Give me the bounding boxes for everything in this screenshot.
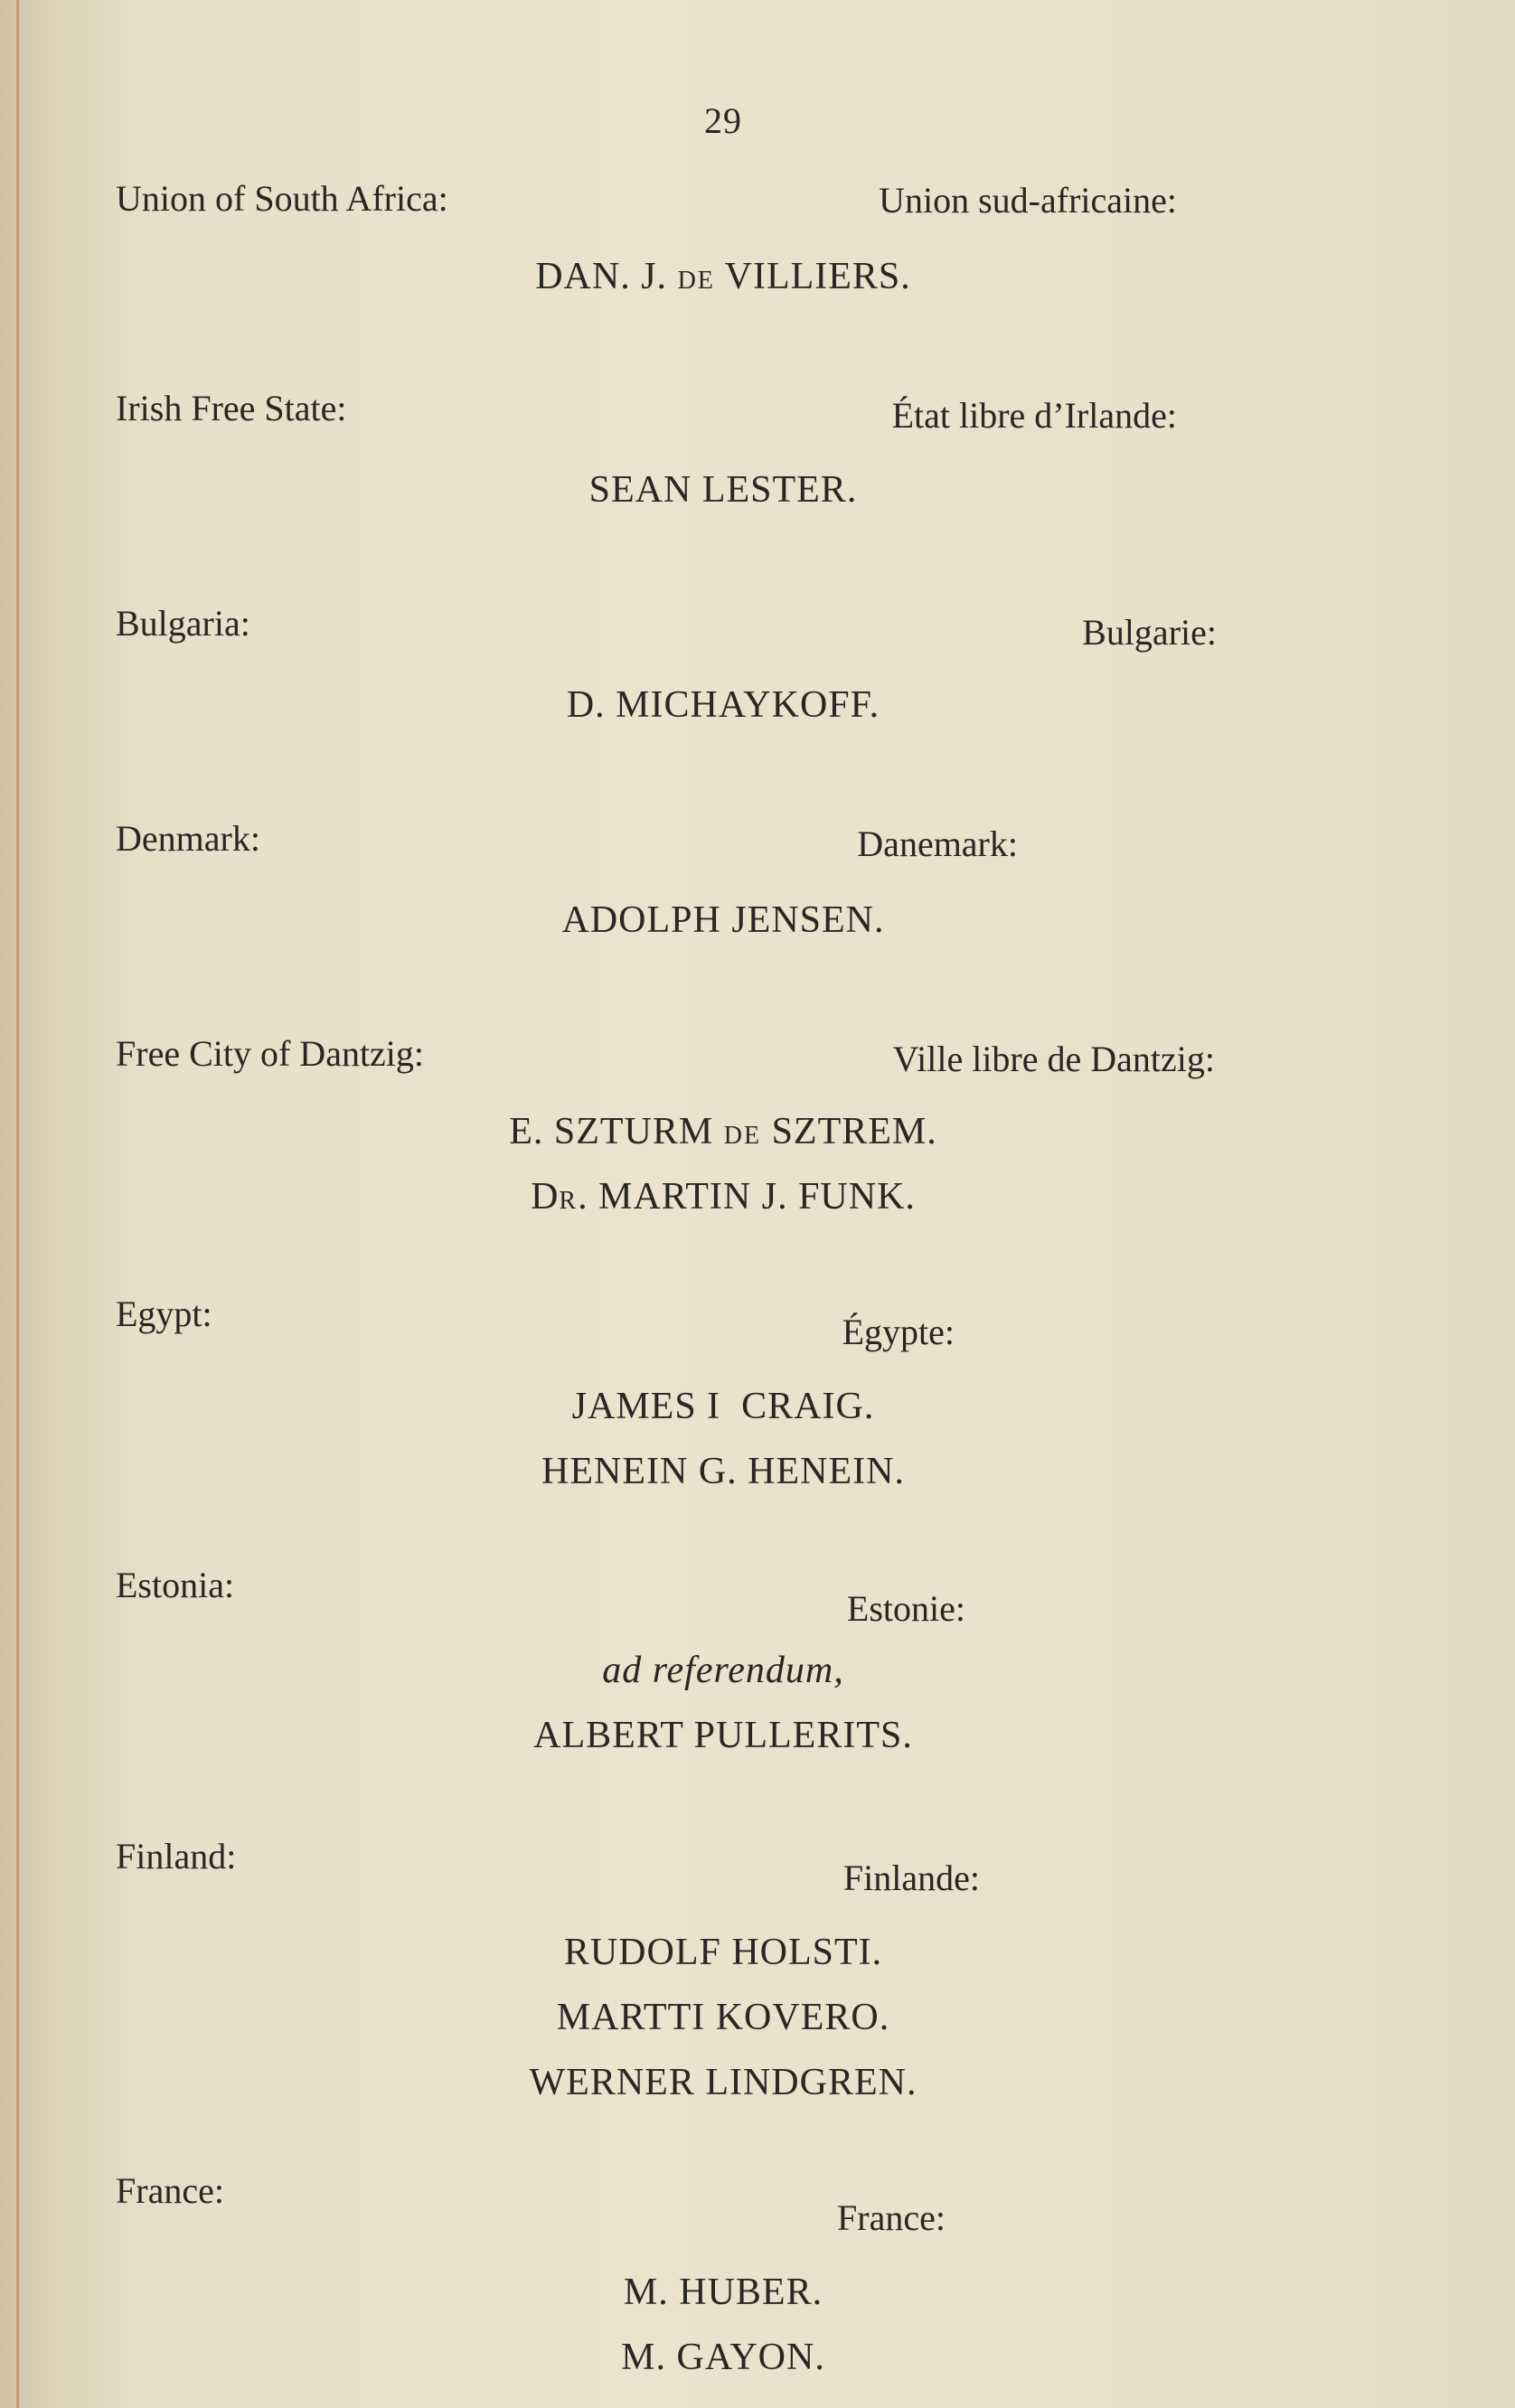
- signatory-name: DAN. J. DE VILLIERS.: [535, 256, 911, 297]
- signatory-name: DR. MARTIN J. FUNK.: [531, 1176, 916, 1218]
- signatory-list: [0, 457, 1446, 522]
- signatory-list: [0, 1920, 1446, 2115]
- country-label-fr: Ville libre de Dantzig:: [892, 1039, 1215, 1079]
- country-label-fr: État libre d’Irlande:: [891, 395, 1177, 436]
- country-label-fr: Finlande:: [842, 1858, 980, 1898]
- country-label-fr: France:: [837, 2197, 946, 2238]
- signatory-name: JAMES I CRAIG.: [571, 1386, 875, 1427]
- ad-referendum-note: ad referendum,: [602, 1650, 844, 1691]
- country-label-en: Irish Free State:: [116, 388, 347, 428]
- signatory-name: D. MICHAYKOFF.: [566, 684, 880, 726]
- country-label-fr: Égypte:: [842, 1312, 955, 1352]
- signatory-list: [0, 1638, 1446, 1768]
- signatory-list: [0, 1374, 1446, 1504]
- country-label-en: Free City of Dantzig:: [116, 1033, 425, 1074]
- country-label-en: France:: [116, 2170, 224, 2211]
- country-label-en: Bulgaria:: [116, 603, 250, 644]
- country-label-en: Estonia:: [116, 1565, 235, 1605]
- signatory-name: ADOLPH JENSEN.: [561, 899, 885, 941]
- country-label-fr: Danemark:: [857, 823, 1018, 864]
- signatory-list: [0, 244, 1446, 309]
- signatory-list: [0, 1099, 1446, 1229]
- signatory-name: HENEIN G. HENEIN.: [541, 1451, 905, 1492]
- country-label-en: Egypt:: [116, 1293, 212, 1334]
- signatory-name: MARTTI KOVERO.: [556, 1997, 890, 2038]
- signatory-list: [0, 673, 1446, 738]
- signatory-name: SEAN LESTER.: [588, 469, 858, 511]
- signatory-list: [0, 2260, 1446, 2390]
- signatory-name: ALBERT PULLERITS.: [533, 1715, 913, 1756]
- signatory-name: RUDOLF HOLSTI.: [563, 1932, 883, 1973]
- signatory-name: M. GAYON.: [621, 2337, 825, 2378]
- country-label-fr: Estonie:: [846, 1588, 965, 1629]
- page-number: 29: [704, 100, 742, 141]
- country-label-fr: Bulgarie:: [1082, 612, 1217, 653]
- country-label-en: Finland:: [116, 1836, 237, 1877]
- signatory-name: WERNER LINDGREN.: [529, 2062, 917, 2103]
- country-label-fr: Union sud-africaine:: [879, 180, 1177, 221]
- signatory-name: M. HUBER.: [623, 2272, 823, 2313]
- country-label-en: Denmark:: [116, 818, 260, 859]
- signatory-list: [0, 888, 1446, 953]
- signatory-name: E. SZTURM DE SZTREM.: [509, 1111, 937, 1152]
- country-label-en: Union of South Africa:: [116, 178, 448, 219]
